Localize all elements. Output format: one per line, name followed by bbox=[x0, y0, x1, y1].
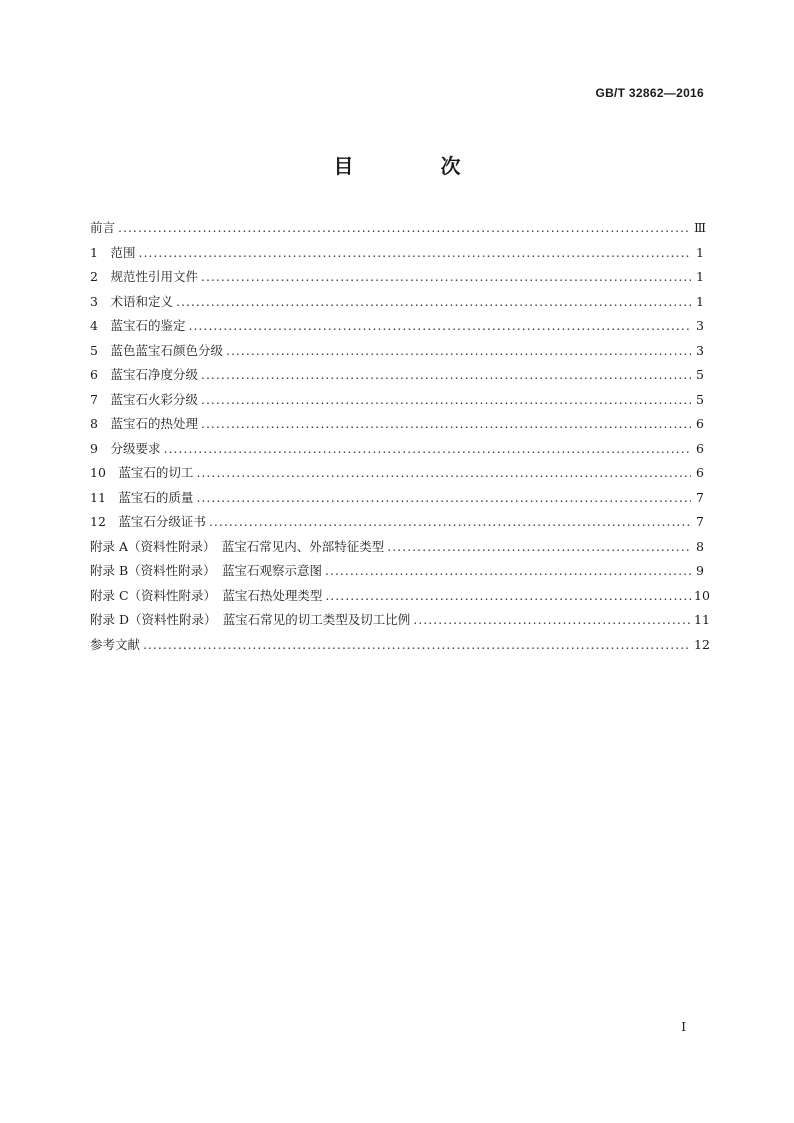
toc-leader bbox=[201, 412, 691, 437]
toc-entry-page: 1 bbox=[696, 269, 704, 284]
toc-entry-page: 11 bbox=[694, 612, 710, 627]
toc-entry-annex-d[interactable] bbox=[90, 608, 710, 633]
toc-entry-text: 蓝宝石观察示意图 bbox=[221, 563, 322, 578]
toc-leader bbox=[196, 461, 691, 486]
toc-entry-8[interactable] bbox=[90, 412, 704, 437]
toc-title: 目 次 bbox=[333, 154, 501, 178]
toc-entry-7[interactable] bbox=[90, 388, 704, 413]
toc-entry-page: 3 bbox=[696, 318, 704, 333]
toc-entry-number: 10 bbox=[90, 465, 106, 480]
toc-entry-page: 1 bbox=[696, 244, 704, 260]
toc-leader bbox=[209, 510, 691, 535]
toc-entry-text: 蓝宝石的质量 bbox=[118, 489, 194, 505]
toc-entry-text: 参考文献 bbox=[90, 636, 141, 652]
toc-entry-number: 2 bbox=[90, 269, 98, 284]
toc-entry-page: 3 bbox=[696, 342, 704, 358]
toc-leader bbox=[138, 241, 691, 266]
toc-entry-number: 附录 D（资料性附录） bbox=[90, 612, 211, 627]
toc-entry-10[interactable] bbox=[90, 461, 704, 486]
toc-entry-11[interactable] bbox=[90, 486, 704, 511]
toc-entry-page: 5 bbox=[696, 367, 704, 382]
toc-entry-page: 6 bbox=[696, 440, 704, 456]
toc-leader bbox=[188, 314, 691, 339]
toc-leader bbox=[413, 608, 691, 633]
toc-entry-annex-c[interactable] bbox=[90, 584, 710, 609]
toc-entry-page: 8 bbox=[696, 538, 704, 554]
toc-entry-text: 蓝宝石的鉴定 bbox=[110, 318, 186, 333]
toc-entry-references[interactable] bbox=[90, 633, 710, 658]
toc-leader bbox=[143, 633, 691, 658]
toc-entry-page: 1 bbox=[696, 293, 704, 309]
toc-entry-foreword[interactable] bbox=[90, 216, 707, 241]
toc-entry-annex-b[interactable] bbox=[90, 559, 704, 584]
toc-entry-page: 12 bbox=[694, 636, 710, 652]
toc-entry-12[interactable] bbox=[90, 510, 704, 535]
toc-entry-9[interactable] bbox=[90, 437, 704, 462]
toc-entry-page: 5 bbox=[696, 391, 704, 407]
toc-entry-text: 蓝色蓝宝石颜色分级 bbox=[110, 342, 223, 358]
toc-entry-number: 11 bbox=[90, 489, 106, 505]
toc-leader bbox=[387, 535, 691, 560]
toc-entry-text: 蓝宝石常见内、外部特征类型 bbox=[221, 538, 385, 554]
table-of-contents bbox=[90, 216, 710, 657]
toc-leader bbox=[201, 388, 691, 413]
toc-entry-text: 分级要求 bbox=[110, 440, 161, 456]
toc-leader bbox=[325, 559, 691, 584]
toc-entry-6[interactable] bbox=[90, 363, 704, 388]
toc-entry-2[interactable] bbox=[90, 265, 704, 290]
toc-entry-annex-a[interactable] bbox=[90, 535, 704, 560]
toc-entry-page: 6 bbox=[696, 416, 704, 431]
toc-entry-number: 1 bbox=[90, 244, 98, 260]
toc-entry-text: 蓝宝石净度分级 bbox=[110, 367, 198, 382]
toc-entry-number: 附录 A（资料性附录） bbox=[90, 538, 210, 554]
toc-entry-1[interactable] bbox=[90, 241, 704, 266]
toc-entry-page: 10 bbox=[694, 587, 710, 603]
toc-leader bbox=[118, 216, 691, 241]
toc-leader bbox=[226, 339, 691, 364]
toc-leader bbox=[201, 363, 691, 388]
standard-code: GB/T 32862—2016 bbox=[595, 86, 704, 100]
toc-entry-text: 蓝宝石的热处理 bbox=[110, 416, 198, 431]
toc-entry-number: 8 bbox=[90, 416, 98, 431]
toc-entry-text: 规范性引用文件 bbox=[110, 269, 198, 284]
toc-entry-number: 5 bbox=[90, 342, 98, 358]
toc-entry-text: 前言 bbox=[90, 220, 116, 235]
toc-entry-number: 附录 C（资料性附录） bbox=[90, 587, 210, 603]
toc-entry-number: 6 bbox=[90, 367, 98, 382]
toc-entry-text: 蓝宝石火彩分级 bbox=[110, 391, 198, 407]
toc-entry-text: 蓝宝石分级证书 bbox=[118, 514, 206, 529]
toc-entry-page: 7 bbox=[696, 489, 704, 505]
toc-leader bbox=[196, 486, 691, 511]
toc-entry-page: 9 bbox=[696, 563, 704, 578]
toc-entry-text: 蓝宝石热处理类型 bbox=[222, 587, 323, 603]
toc-entry-number: 4 bbox=[90, 318, 98, 333]
toc-entry-5[interactable] bbox=[90, 339, 704, 364]
toc-entry-text: 蓝宝石的切工 bbox=[118, 465, 194, 480]
toc-entry-page: 7 bbox=[696, 514, 704, 529]
page-number: I bbox=[681, 1020, 686, 1034]
toc-entry-number: 3 bbox=[90, 293, 98, 309]
toc-entry-number: 附录 B（资料性附录） bbox=[90, 563, 210, 578]
toc-entry-number: 9 bbox=[90, 440, 98, 456]
toc-leader bbox=[176, 290, 691, 315]
toc-leader bbox=[325, 584, 691, 609]
toc-entry-3[interactable] bbox=[90, 290, 704, 315]
toc-entry-4[interactable] bbox=[90, 314, 704, 339]
toc-entry-text: 范围 bbox=[110, 244, 136, 260]
toc-entry-page: 6 bbox=[696, 465, 704, 480]
toc-leader bbox=[163, 437, 691, 462]
toc-entry-text: 术语和定义 bbox=[110, 293, 173, 309]
toc-entry-text: 蓝宝石常见的切工类型及切工比例 bbox=[222, 612, 411, 627]
toc-leader bbox=[201, 265, 691, 290]
toc-entry-page: Ⅲ bbox=[694, 220, 707, 235]
toc-entry-number: 7 bbox=[90, 391, 98, 407]
toc-entry-number: 12 bbox=[90, 514, 106, 529]
